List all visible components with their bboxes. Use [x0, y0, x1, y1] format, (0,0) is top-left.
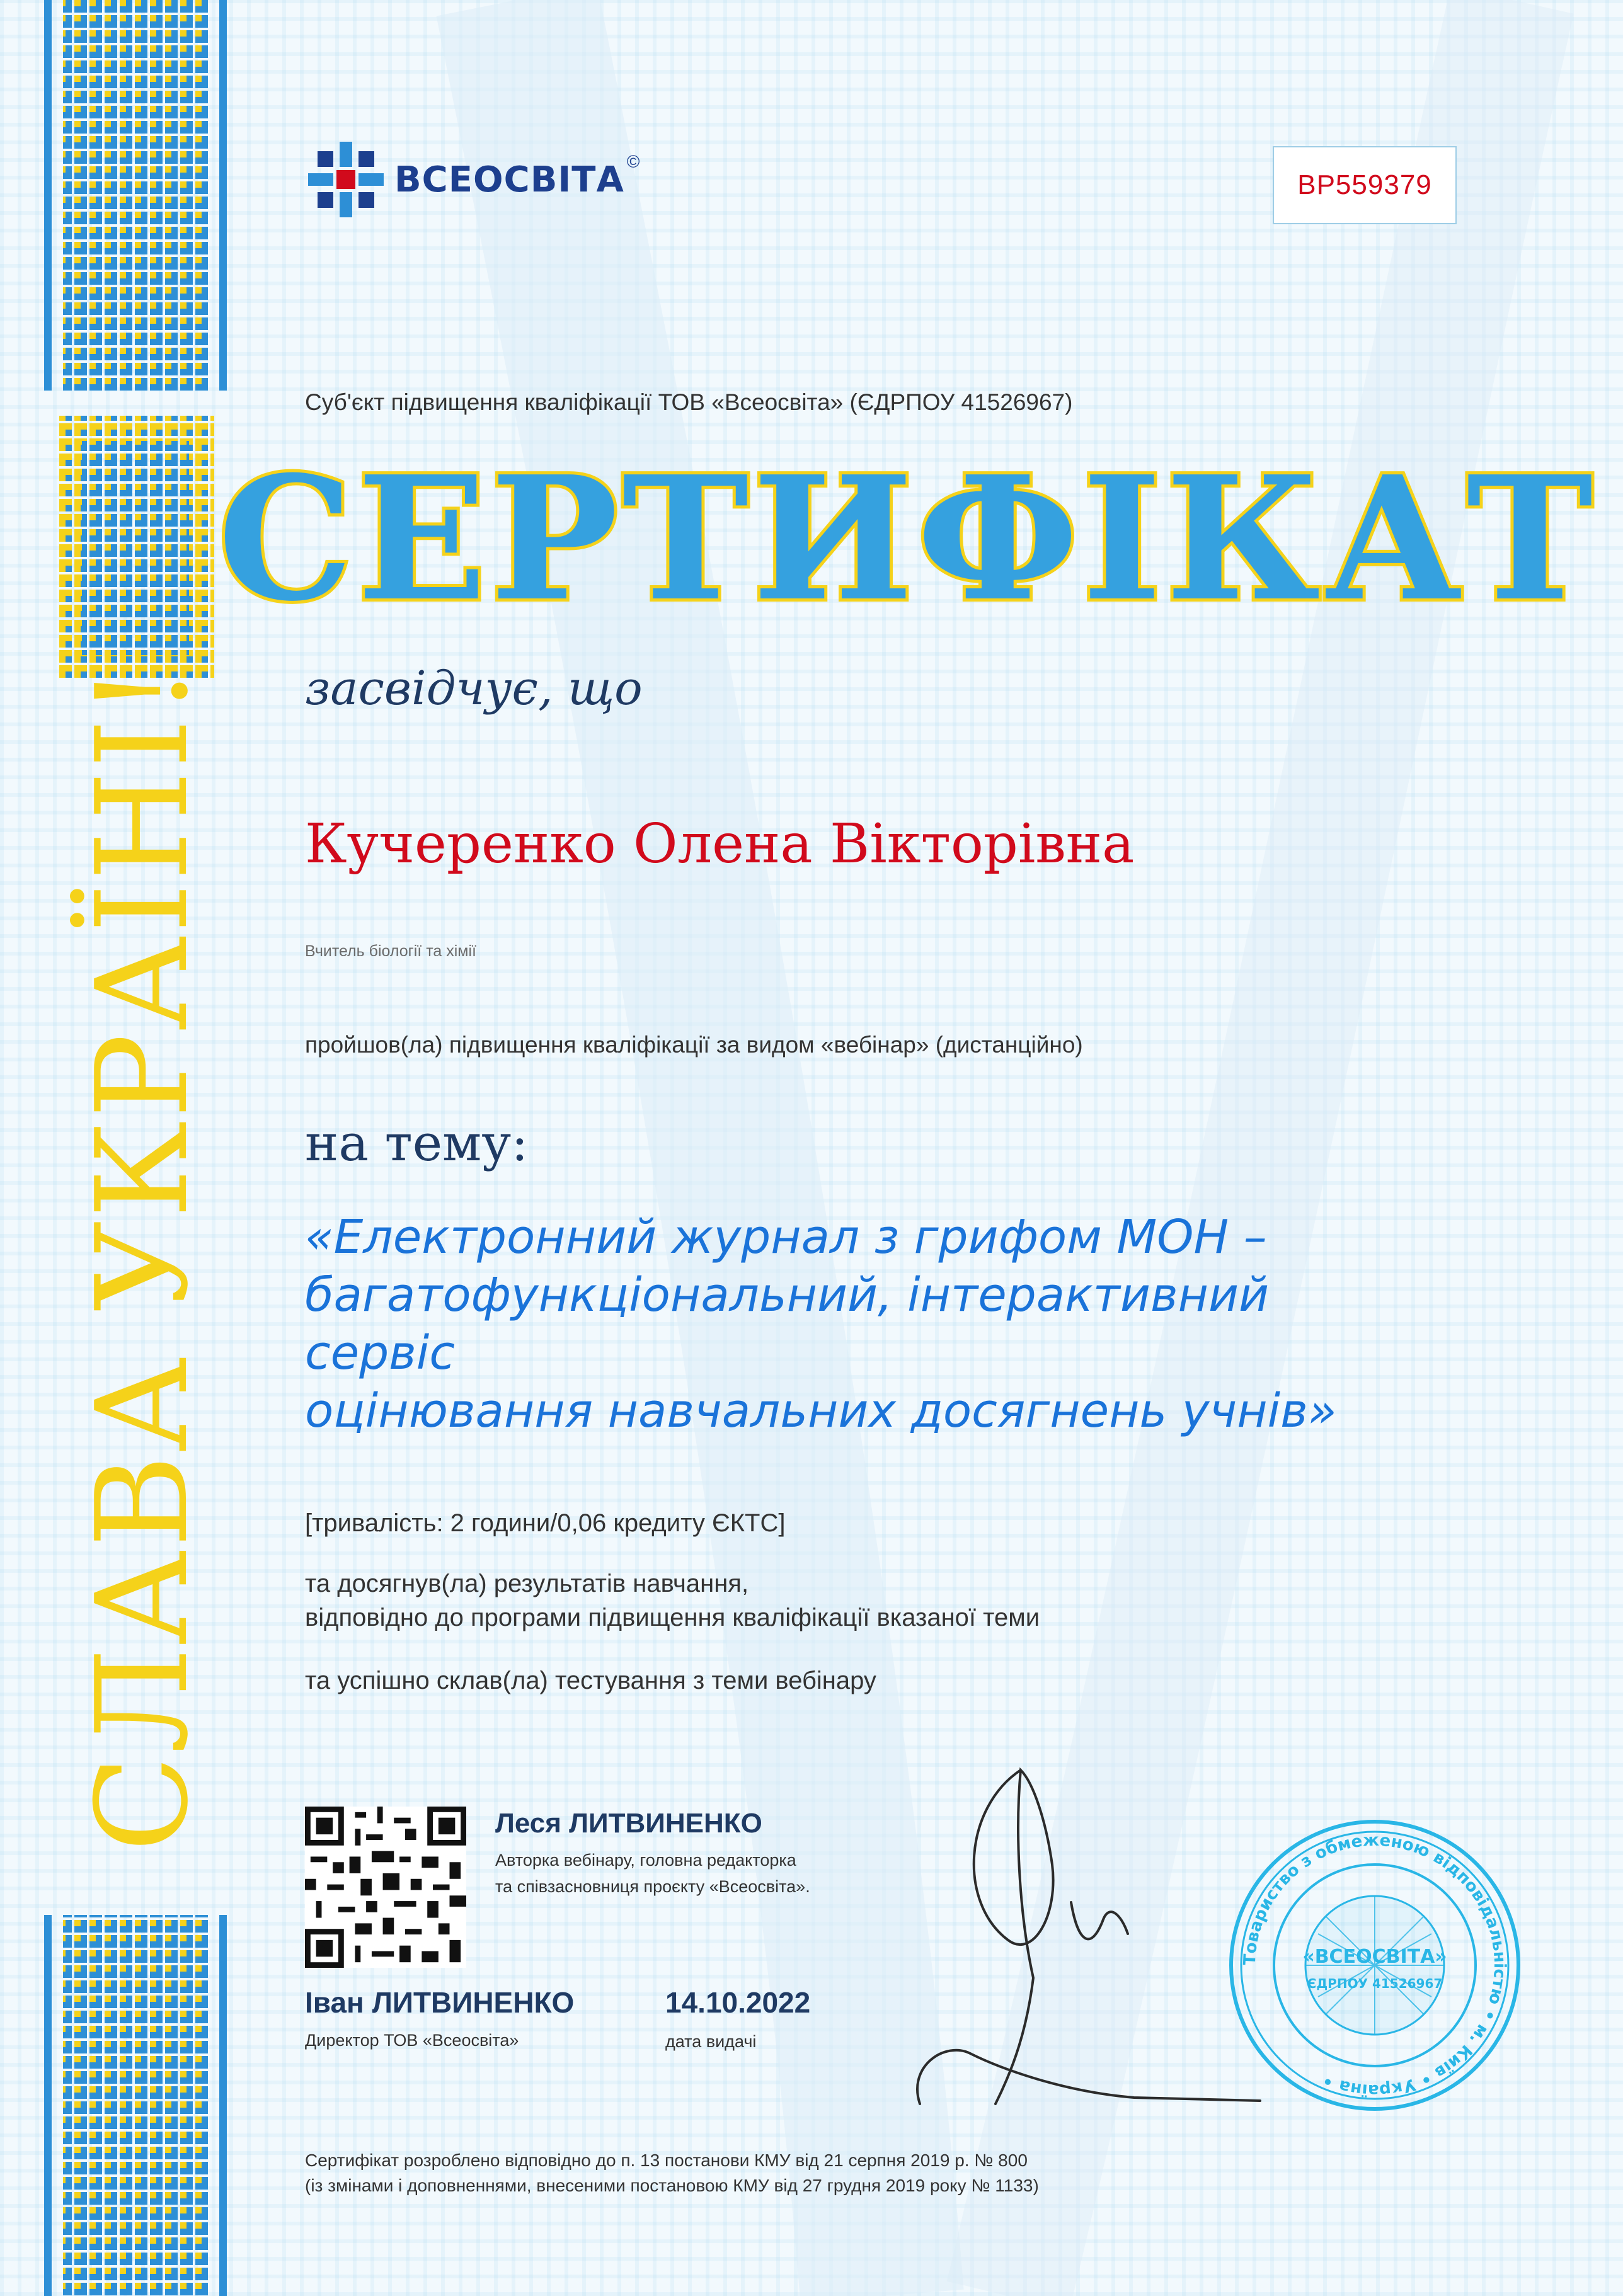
svg-text:СЛАВА УКРАЇНІ!: СЛАВА УКРАЇНІ! [69, 663, 216, 1852]
svg-text:«ВСЕОСВІТА»: «ВСЕОСВІТА» [1302, 1946, 1447, 1968]
topic-line: оцінювання навчальних досягнень учнів» [305, 1384, 1337, 1438]
issuer-line: Суб'єкт підвищення кваліфікації ТОВ «Всеосвіта» (ЄДРПОУ 41526967) [305, 389, 1073, 415]
result-line-2: відповідно до програми підвищення кваліфікації вказаної теми [305, 1604, 1040, 1631]
topic-line: багатофункціональний, інтерактивний сервіс [305, 1268, 1270, 1380]
company-stamp [1224, 1814, 1526, 2116]
director-role: Директор ТОВ «Всеосвіта» [305, 2031, 519, 2050]
legal-footer-line: (із змінами і доповненнями, внесеними постановою КМУ від 27 грудня 2019 року № 1133) [305, 2176, 1039, 2195]
topic-label: на тему: [305, 1114, 529, 1172]
result-line-1: та досягнув(ла) результатів навчання, [305, 1570, 749, 1597]
snowflake-logo-icon [305, 139, 387, 220]
recipient-position: Вчитель біології та хімії [305, 942, 476, 960]
svg-text:СЕРТИФІКАТ: СЕРТИФІКАТ [217, 438, 1597, 639]
qr-code[interactable] [305, 1807, 466, 1968]
author-role: та співзасновниця проєкту «Всеосвіта». [495, 1877, 810, 1896]
vseosvita-logo [305, 139, 639, 220]
certifies-text: засвідчує, що [305, 661, 643, 716]
registered-mark: © [626, 152, 640, 171]
certificate-title [217, 438, 1597, 643]
logo-wordmark: ВСЕОСВІТА [394, 159, 624, 200]
issue-date: 14.10.2022 [665, 1986, 811, 2019]
recipient-name: Кучеренко Олена Вікторівна [305, 813, 1135, 876]
testing-line: та успішно склав(ла) тестування з теми вебінару [305, 1667, 876, 1694]
author-name: Леся ЛИТВИНЕНКО [495, 1808, 762, 1839]
director-name: Іван ЛИТВИНЕНКО [305, 1986, 575, 2019]
duration-line: [тривалість: 2 години/0,06 кредиту ЄКТС] [305, 1509, 786, 1537]
certificate-id: ВР559379 [1273, 146, 1457, 224]
author-role: Авторка вебінару, головна редакторка [495, 1851, 796, 1870]
topic-line: «Електронний журнал з грифом МОН – [305, 1210, 1267, 1264]
issue-date-label: дата видачі [665, 2032, 757, 2051]
webinar-topic [305, 1208, 1389, 1440]
legal-footer-line: Сертифікат розроблено відповідно до п. 13 постанови КМУ від 21 серпня 2019 р. № 800 [305, 2150, 1028, 2170]
slava-ukraini-vertical-text [50, 663, 221, 1871]
svg-text:Товариство з обмеженою відпові: Товариство з обмеженою відповідальністю • м. Київ • Україна • [1240, 1831, 1510, 2100]
training-type-line: пройшов(ла) підвищення кваліфікації за видом «вебінар» (дистанційно) [305, 1032, 1083, 1058]
svg-text:ЄДРПОУ 41526967: ЄДРПОУ 41526967 [1307, 1976, 1443, 1991]
